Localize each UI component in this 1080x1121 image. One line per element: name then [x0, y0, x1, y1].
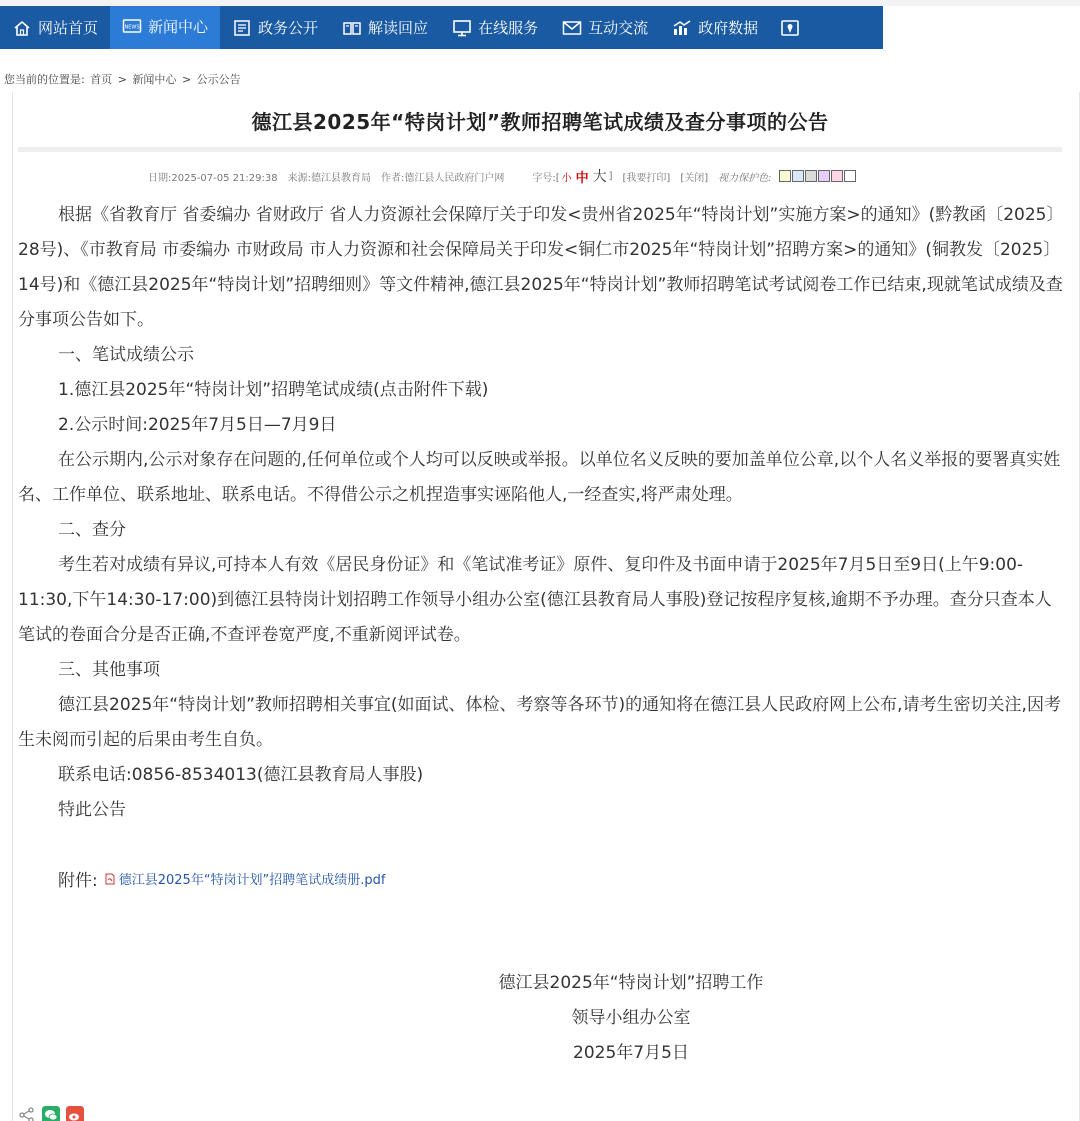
attachment [58, 866, 386, 891]
nav-item-online-service[interactable] [440, 6, 550, 49]
home-icon [12, 19, 32, 37]
nav-label: 解读回应 [368, 19, 429, 37]
list-item: 2.公示时间:2025年7月5日—7月9日 [58, 415, 337, 435]
breadcrumb-home[interactable]: 首页 [90, 73, 113, 86]
closing-line: 特此公告 [58, 800, 126, 820]
breadcrumb-sep: > [117, 73, 127, 86]
chart-icon [672, 19, 692, 37]
wechat-icon[interactable] [42, 1106, 60, 1121]
section-heading: 一、笔试成绩公示 [58, 345, 194, 365]
font-mid-button[interactable]: 中 [575, 170, 589, 186]
book-icon [342, 19, 362, 37]
meta-author: 作者:德江县人民政府门户网 [380, 172, 505, 184]
nav-label: 政府数据 [698, 19, 759, 37]
swatch-pink[interactable] [831, 170, 843, 182]
section-heading: 二、查分 [58, 520, 126, 540]
svg-text:NEWS: NEWS [124, 24, 140, 31]
nav-item-gov-affairs[interactable] [220, 6, 330, 49]
paragraph: 根据《省教育厅 省委编办 省财政厅 省人力资源社会保障厅关于印发<贵州省2025年“特岗计划”实施方案>的通知》(黔教函〔2025〕28号)、《市教育局 市委编办 市财政局 市人力资源和社会保障局关于印发<铜仁市2025年“特岗计划”招聘方案>的通知》(铜教发〔2025〕14号)和《德江县2025年“特岗计划”招聘细则》等文件精神,德江县2025年“特岗计划”教师招聘笔试考试阅卷工作已结束,现就笔试成绩及查分事项公告如下。 [18, 205, 1064, 330]
attachment-link[interactable] [104, 869, 386, 888]
nav-item-gov-data[interactable] [660, 6, 770, 49]
nav-label: 在线服务 [478, 19, 539, 37]
monitor-icon [452, 19, 472, 37]
share-icon[interactable] [18, 1106, 36, 1121]
breadcrumb-sep: > [181, 73, 192, 86]
swatch-purple[interactable] [818, 170, 830, 182]
main-nav [0, 6, 883, 49]
article-title: 德江县2025年“特岗计划”教师招聘笔试成绩及查分事项的公告 [251, 110, 829, 134]
signature-block [486, 966, 776, 1071]
breadcrumb-notice[interactable]: 公示公告 [196, 73, 241, 86]
nav-item-interaction[interactable] [550, 6, 660, 49]
article-meta [148, 166, 856, 186]
font-size-close: ] [608, 170, 613, 182]
document-icon [232, 19, 252, 37]
nav-item-news[interactable] [110, 6, 220, 49]
swatch-white[interactable] [844, 170, 856, 182]
paragraph: 在公示期内,公示对象存在问题的,任何单位或个人均可以反映或举报。以单位名义反映的要加盖单位公章,以个人名义举报的要署真实姓名、工作单位、联系地址、联系电话。不得借公示之机捏造事实诬陷他人,一经查实,将严肃处理。 [18, 450, 1061, 505]
nav-label: 政务公开 [258, 19, 319, 37]
weibo-icon[interactable] [66, 1106, 84, 1121]
meta-source: 来源:德江县教育局 [287, 172, 371, 184]
nav-item-map[interactable] [770, 6, 810, 49]
paragraph: 德江县2025年“特岗计划”教师招聘相关事宜(如面试、体检、考察等各环节)的通知将在德江县人民政府网上公布,请考生密切关注,因考生未阅而引起的后果由考生自负。 [18, 695, 1061, 750]
font-small-button[interactable]: 小 [561, 172, 572, 184]
list-item: 1.德江县2025年“特岗计划”招聘笔试成绩(点击附件下载) [58, 380, 489, 400]
nav-label: 新闻中心 [148, 17, 209, 36]
attachment-filename: 德江县2025年“特岗计划”招聘笔试成绩册.pdf [118, 873, 386, 888]
mail-icon [562, 19, 582, 37]
attachment-label: 附件: [58, 871, 98, 891]
breadcrumb-prefix: 您当前的位置是: [4, 73, 85, 86]
swatch-gray[interactable] [805, 170, 817, 182]
signature-line-2: 领导小组办公室 [571, 1008, 691, 1028]
swatch-yellow[interactable] [779, 170, 791, 182]
title-divider [18, 147, 1062, 152]
signature-line-1: 德江县2025年“特岗计划”招聘工作 [498, 973, 764, 993]
nav-label: 互动交流 [588, 19, 649, 37]
share-bar [18, 1106, 90, 1121]
meta-date: 日期:2025-07-05 21:29:38 [148, 172, 278, 184]
contact-line: 联系电话:0856-8534013(德江县教育局人事股) [58, 765, 424, 785]
font-size-label: 字号:[ [532, 172, 560, 184]
signature-date: 2025年7月5日 [573, 1043, 689, 1063]
print-button[interactable]: [我要打印] [622, 172, 671, 184]
breadcrumb-news[interactable]: 新闻中心 [132, 73, 177, 86]
nav-item-home[interactable] [0, 6, 110, 49]
font-big-button[interactable]: 大 [592, 169, 607, 185]
article-body [18, 198, 1064, 828]
eye-protect-label: 视力保护色: [718, 172, 772, 184]
breadcrumb [4, 71, 243, 87]
paragraph: 考生若对成绩有异议,可持本人有效《居民身份证》和《笔试准考证》原件、复印件及书面申请于2025年7月5日至9日(上午9:00-11:30,下午14:30-17:00)到德江县特岗计划招聘工作领导小组办公室(德江县教育局人事股)登记按程序复核,逾期不予办理。查分只查本人笔试的卷面合分是否正确,不查评卷宽严度,不重新阅评试卷。 [18, 555, 1052, 645]
swatch-blue[interactable] [792, 170, 804, 182]
nav-label: 网站首页 [38, 19, 99, 37]
map-icon [780, 19, 800, 37]
section-heading: 三、其他事项 [58, 660, 160, 680]
news-icon [122, 17, 142, 35]
close-button[interactable]: [关闭] [680, 172, 709, 184]
eye-color-swatches [778, 170, 856, 182]
pdf-icon [104, 873, 116, 885]
nav-item-interpretation[interactable] [330, 6, 440, 49]
